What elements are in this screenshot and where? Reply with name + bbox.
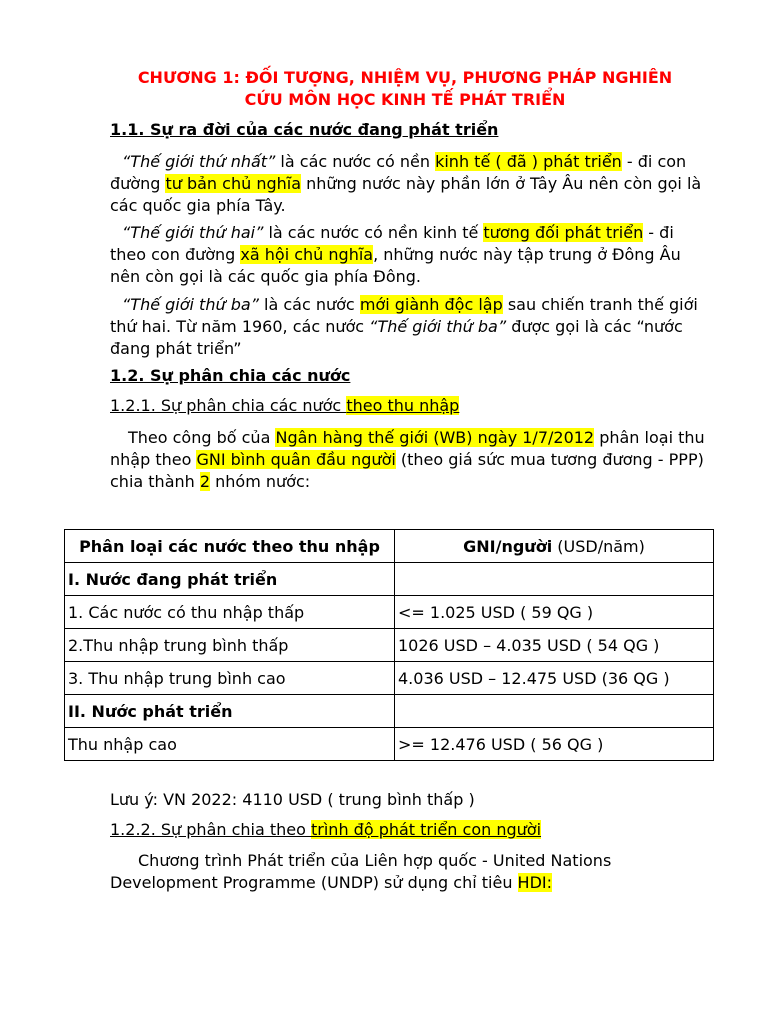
highlight: xã hội chủ nghĩa xyxy=(240,245,374,264)
paragraph-undp-hdi xyxy=(110,850,710,894)
table-cell-gni: <= 1.025 USD ( 59 QG ) xyxy=(395,596,714,629)
text: 1.2.2. Sự phân chia theo xyxy=(110,820,311,839)
table-cell-gni xyxy=(395,695,714,728)
table-row xyxy=(65,662,714,695)
quote-second-world: “Thế giới thứ hai” xyxy=(122,223,264,242)
table-row xyxy=(65,563,714,596)
table-header-classification: Phân loại các nước theo thu nhập xyxy=(65,530,395,563)
highlight: kinh tế ( đã ) phát triển xyxy=(435,152,622,171)
table-header-row xyxy=(65,530,714,563)
highlight: theo thu nhập xyxy=(346,396,460,415)
quote-third-world-2: “Thế giới thứ ba” xyxy=(369,317,507,336)
text: sau chiến tranh thế giới thứ hai. Từ năm 1960, các nước xyxy=(110,295,698,336)
chapter-title-line-2: CỨU MÔN HỌC KINH TẾ PHÁT TRIỂN xyxy=(244,90,566,109)
quote-first-world: “Thế giới thứ nhất” xyxy=(122,152,276,171)
text: những nước này phần lớn ở Tây Âu nên còn gọi là các quốc gia phía Tây. xyxy=(110,174,702,215)
table-cell-gni: 1026 USD – 4.035 USD ( 54 QG ) xyxy=(395,629,714,662)
table-row xyxy=(65,596,714,629)
table-cell-gni: 4.036 USD – 12.475 USD (36 QG ) xyxy=(395,662,714,695)
text: , những nước này tập trung ở Đông Âu nên còn gọi là các quốc gia phía Đông. xyxy=(110,245,681,286)
paragraph-wb-classification xyxy=(110,427,710,493)
table-cell-classification: 2.Thu nhập trung bình thấp xyxy=(65,629,395,662)
text: là các nước xyxy=(258,295,360,314)
section-heading-1-2: 1.2. Sự phân chia các nước xyxy=(110,366,351,385)
text: Theo công bố của xyxy=(128,428,276,447)
table-cell-classification: Thu nhập cao xyxy=(65,728,395,761)
text: - đi con đường xyxy=(110,152,687,193)
text: - đi theo con đường xyxy=(110,223,674,264)
paragraph-first-world xyxy=(110,151,710,217)
table-row xyxy=(65,695,714,728)
highlight: mới giành độc lập xyxy=(359,295,503,314)
highlight: trình độ phát triển con người xyxy=(311,820,542,839)
highlight: HDI: xyxy=(517,873,553,892)
table-cell-gni xyxy=(395,563,714,596)
table-cell-classification: II. Nước phát triển xyxy=(65,695,395,728)
chapter-title xyxy=(100,67,710,111)
text: (USD/năm) xyxy=(552,536,645,556)
text: Chương trình Phát triển của Liên hợp quốc - United Nations Development Programme (UNDP) sử dụng chỉ tiêu xyxy=(110,851,612,892)
text: là các nước có nền xyxy=(275,152,436,171)
section-heading-1-1: 1.1. Sự ra đời của các nước đang phát triển xyxy=(110,120,499,139)
subsection-heading-1-2-1 xyxy=(110,396,459,415)
table-cell-classification: 3. Thu nhập trung bình cao xyxy=(65,662,395,695)
highlight: GNI bình quân đầu người xyxy=(196,450,396,469)
text: 1.2.1. Sự phân chia các nước xyxy=(110,396,347,415)
highlight: tư bản chủ nghĩa xyxy=(165,174,302,193)
text: được gọi là các “nước đang phát triển” xyxy=(110,317,683,358)
subsection-heading-1-2-2 xyxy=(110,820,541,839)
highlight: 2 xyxy=(199,472,211,491)
table-row xyxy=(65,728,714,761)
table-cell-classification: 1. Các nước có thu nhập thấp xyxy=(65,596,395,629)
table-cell-gni: >= 12.476 USD ( 56 QG ) xyxy=(395,728,714,761)
paragraph-second-world xyxy=(110,222,710,288)
text: phân loại thu nhập theo xyxy=(110,428,705,469)
paragraph-third-world xyxy=(110,294,710,360)
text: là các nước có nền kinh tế xyxy=(263,223,484,242)
highlight: Ngân hàng thế giới (WB) ngày 1/7/2012 xyxy=(275,428,595,447)
income-classification-table xyxy=(64,529,714,761)
text: nhóm nước: xyxy=(210,472,311,491)
text: (theo giá sức mua tương đương - PPP) chia thành xyxy=(110,450,704,491)
quote-third-world: “Thế giới thứ ba” xyxy=(122,295,259,314)
note-vietnam-2022: Lưu ý: VN 2022: 4110 USD ( trung bình thấp ) xyxy=(110,790,475,809)
text: GNI/người xyxy=(463,536,553,556)
highlight: tương đối phát triển xyxy=(483,223,644,242)
table-header-gni xyxy=(395,530,714,563)
chapter-title-line-1: CHƯƠNG 1: ĐỐI TƯỢNG, NHIỆM VỤ, PHƯƠNG PHÁP NGHIÊN xyxy=(137,68,673,87)
table-cell-classification: I. Nước đang phát triển xyxy=(65,563,395,596)
table-row xyxy=(65,629,714,662)
